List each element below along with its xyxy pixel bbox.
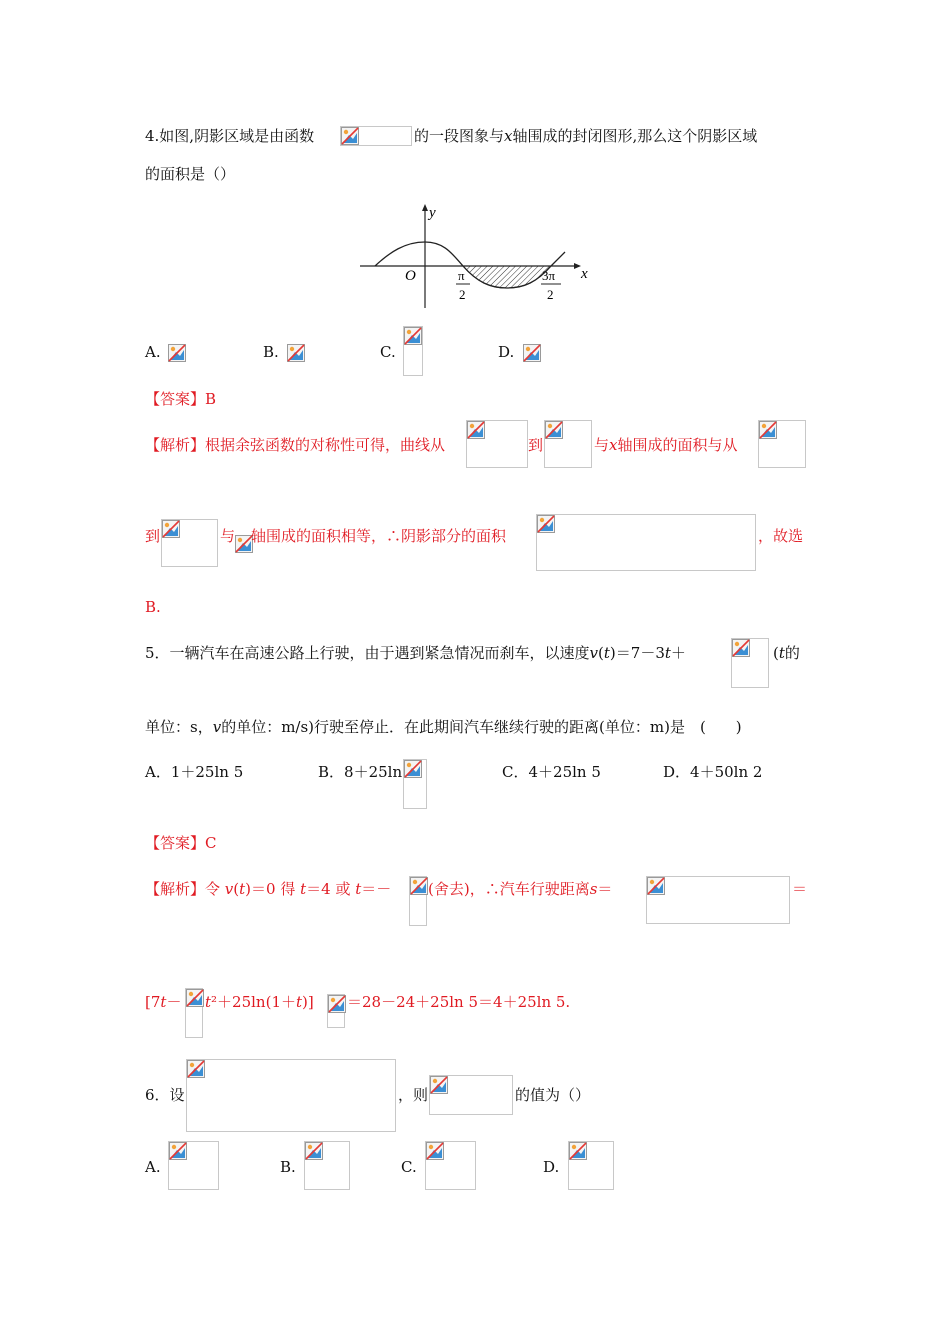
- broken-image-icon: [467, 421, 485, 439]
- q5-option-c: C．4＋25ln 5: [502, 763, 601, 781]
- q4-option-a-image: [168, 344, 180, 362]
- q5-analysis-line2-end: ＝28－24＋25ln 5＝4＋25ln 5.: [347, 993, 571, 1011]
- q4-option-a-label: A.: [145, 343, 161, 361]
- q5-analysis-integral-image: [646, 876, 790, 924]
- cosine-curve: [375, 242, 565, 288]
- q4-analysis-area-image: [536, 514, 756, 571]
- tick1-numerator: π: [458, 268, 465, 283]
- broken-image-icon: [328, 995, 346, 1013]
- q4-cosine-figure: [355, 200, 595, 312]
- broken-image-icon: [732, 639, 750, 657]
- tick2-denominator: 2: [547, 287, 554, 302]
- x-label: x: [581, 266, 588, 282]
- broken-image-icon: [404, 327, 422, 345]
- broken-image-icon: [545, 421, 563, 439]
- q4-analysis-image-3: [758, 420, 806, 468]
- q5-analysis-line2-mid: t²＋25ln(1＋t)]: [205, 993, 314, 1011]
- q5-analysis-fraction-image: [409, 876, 427, 926]
- q6-option-c-image: [425, 1141, 476, 1190]
- q4-answer: 【答案】B: [145, 390, 217, 408]
- q6-option-a-image: [168, 1141, 219, 1190]
- broken-image-icon: [426, 1142, 444, 1160]
- q4-analysis-choice: B.: [145, 598, 161, 616]
- broken-image-icon: [523, 344, 541, 362]
- q5-option-b-image: [403, 759, 427, 809]
- q4-analysis-with: 与: [220, 527, 236, 545]
- q5-analysis-line1-rest: (舍去)，∴汽车行驶距离s＝: [428, 880, 613, 898]
- q4-option-b-label: B.: [263, 343, 279, 361]
- q6-option-a-label: A.: [145, 1158, 161, 1176]
- q6-option-b-image: [304, 1141, 350, 1190]
- q4-option-d-image: [523, 344, 539, 362]
- broken-image-icon: [168, 344, 186, 362]
- tick1-denominator: 2: [459, 287, 466, 302]
- shaded-region: [463, 266, 551, 288]
- q4-option-d-label: D.: [498, 343, 515, 361]
- q5-analysis-line2-start: [7t－: [145, 993, 182, 1011]
- y-axis-arrow: [422, 204, 428, 211]
- q5-analysis-equals: ＝: [792, 880, 808, 898]
- q5-answer: 【答案】C: [145, 834, 217, 852]
- q4-analysis-to-2: 到: [145, 527, 161, 545]
- q4-analysis-line1: 【解析】根据余弦函数的对称性可得，曲线从: [145, 436, 446, 454]
- origin-label: O: [405, 268, 416, 284]
- q5-analysis-line1: 【解析】令 v(t)＝0 得 t＝4 或 t＝－: [145, 880, 392, 898]
- q4-stem-line2: 的面积是（）: [145, 165, 236, 183]
- q6-function-image: [186, 1059, 396, 1132]
- broken-image-icon: [537, 515, 555, 533]
- broken-image-icon: [410, 877, 428, 895]
- q4-option-c-image: [403, 326, 423, 376]
- q6-stem-then: ，则: [398, 1086, 429, 1104]
- q5-velocity-fraction-image: [731, 638, 769, 688]
- q4-analysis-image-4: [161, 519, 218, 567]
- broken-image-icon: [287, 344, 305, 362]
- q6-option-b-label: B.: [280, 1158, 296, 1176]
- broken-image-icon: [305, 1142, 323, 1160]
- q5-stem-line2: 单位：s，v的单位：m/s)行驶至停止．在此期间汽车继续行驶的距离(单位：m)是 ( ): [145, 718, 742, 736]
- q5-analysis-limits-image: [327, 994, 345, 1028]
- q6-stem-start: 6．设: [145, 1086, 185, 1104]
- q5-stem-line1-end: (t的: [773, 644, 800, 662]
- broken-image-icon: [647, 877, 665, 895]
- q4-stem-line1: 4.如图,阴影区域是由函数: [145, 127, 315, 145]
- q4-analysis-line2: 轴围成的面积相等，∴阴影部分的面积: [251, 527, 507, 545]
- y-label: y: [429, 205, 436, 221]
- broken-image-icon: [404, 760, 422, 778]
- q5-analysis-half-image: [185, 988, 203, 1038]
- broken-image-icon: [430, 1076, 448, 1094]
- q4-analysis-line1-rest: 与x轴围成的面积与从: [594, 436, 738, 454]
- q5-stem-line1: 5．一辆汽车在高速公路上行驶，由于遇到紧急情况而刹车，以速度v(t)＝7－3t＋: [145, 644, 686, 662]
- x-axis-arrow: [574, 263, 581, 269]
- broken-image-icon: [162, 520, 180, 538]
- q4-option-c-label: C.: [380, 343, 396, 361]
- broken-image-icon: [169, 1142, 187, 1160]
- q4-analysis-image-1: [466, 420, 528, 468]
- q4-option-b-image: [287, 344, 303, 362]
- q5-option-b: B．8＋25ln: [318, 763, 403, 781]
- q6-stem-end: 的值为（）: [515, 1086, 591, 1104]
- q4-analysis-choose: ，故选: [758, 527, 804, 545]
- q6-integral-image: [429, 1075, 513, 1115]
- q5-option-a: A．1＋25ln 5: [145, 763, 244, 781]
- q4-analysis-image-2: [544, 420, 592, 468]
- broken-image-icon: [186, 989, 204, 1007]
- q5-option-d: D．4＋50ln 2: [663, 763, 763, 781]
- q6-option-d-label: D.: [543, 1158, 560, 1176]
- q4-function-image: [340, 126, 412, 146]
- q4-analysis-to-1: 到: [528, 436, 544, 454]
- broken-image-icon: [759, 421, 777, 439]
- broken-image-icon: [187, 1060, 205, 1078]
- q6-option-d-image: [568, 1141, 614, 1190]
- q4-stem-line1-rest: 的一段图象与x轴围成的封闭图形,那么这个阴影区域: [414, 127, 758, 145]
- broken-image-icon: [569, 1142, 587, 1160]
- broken-image-icon: [341, 127, 359, 145]
- q4-analysis-image-5: [235, 535, 249, 551]
- tick2-numerator: 3π: [542, 268, 556, 283]
- q6-option-c-label: C.: [401, 1158, 417, 1176]
